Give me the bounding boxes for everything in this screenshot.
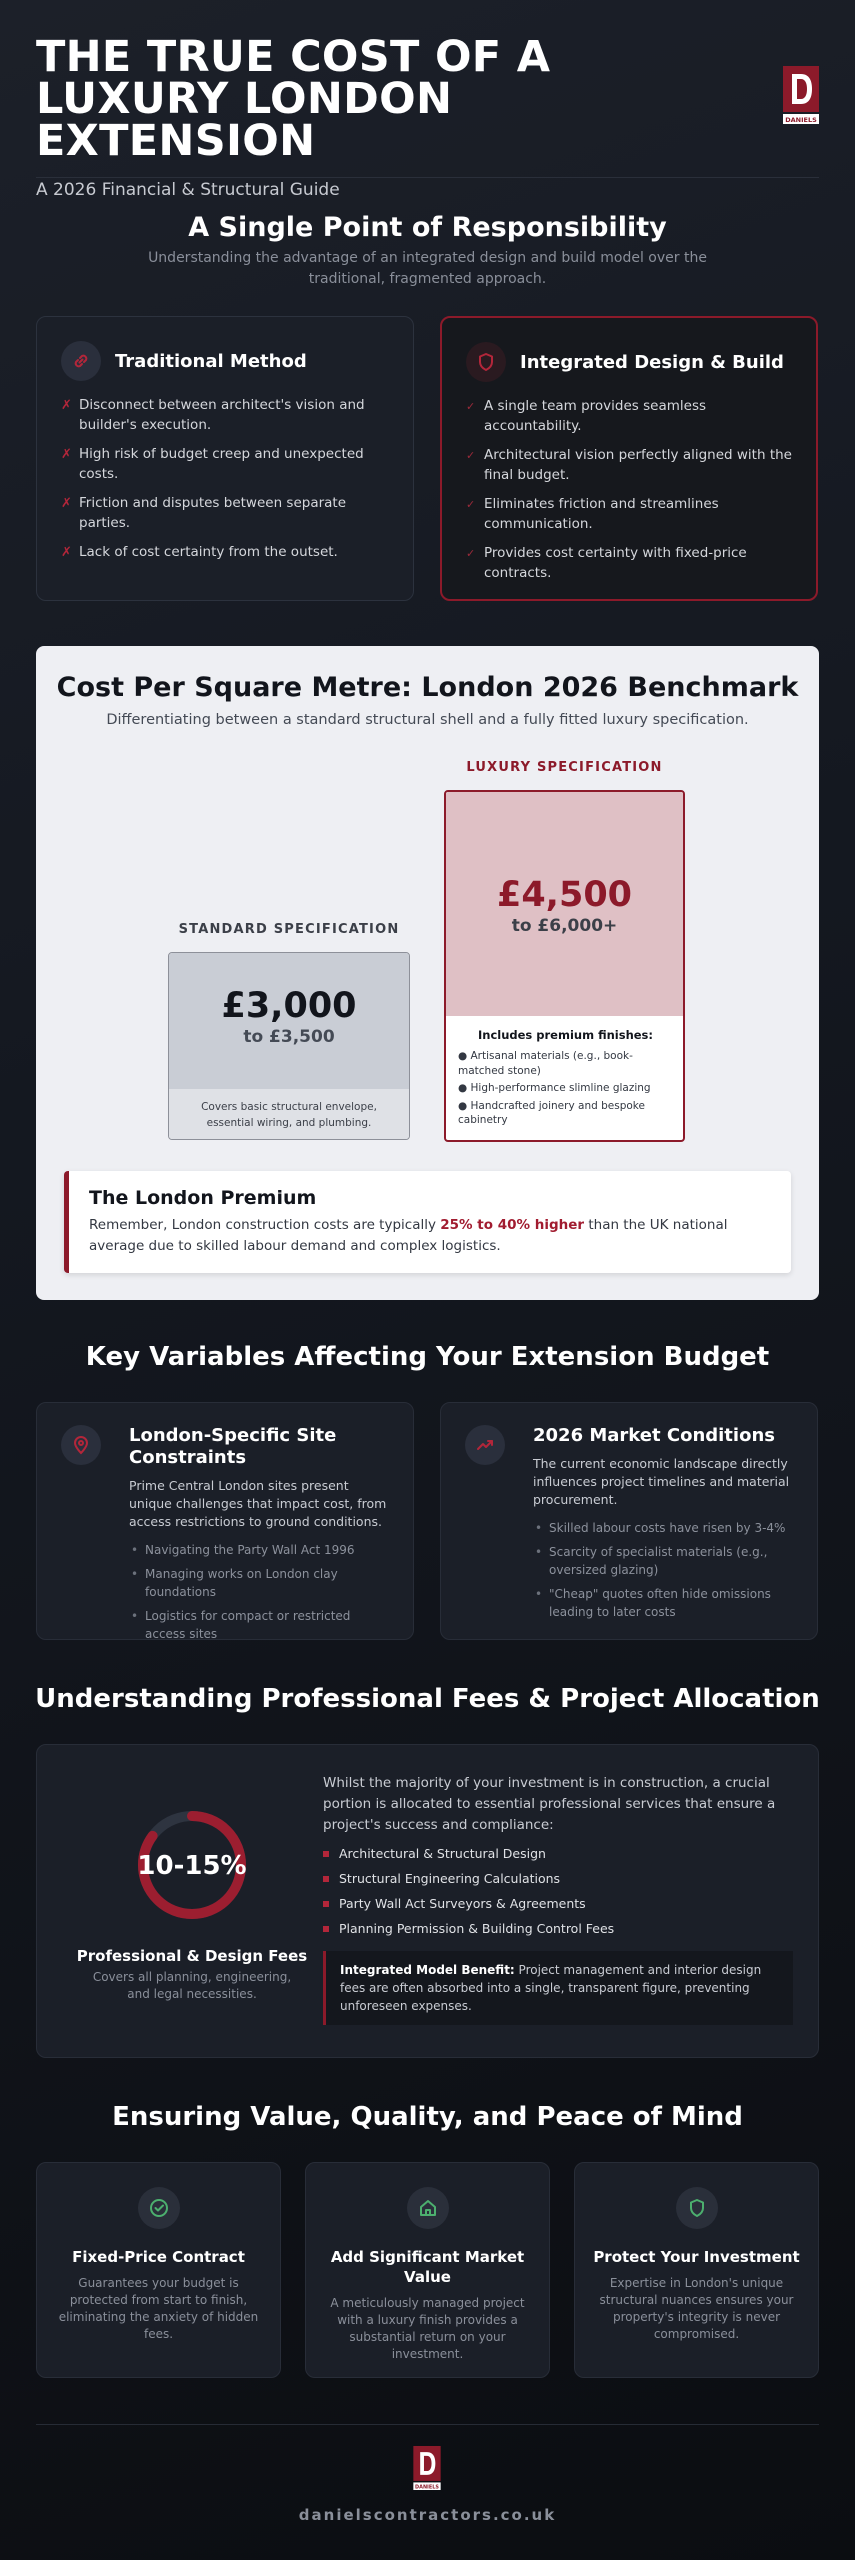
cross-icon: ✗ bbox=[61, 398, 72, 413]
daniels-logo bbox=[783, 66, 819, 124]
list-item: • Managing works on London clay foundations bbox=[129, 1565, 389, 1601]
market-conditions-title: 2026 Market Conditions bbox=[533, 1425, 775, 1446]
market-conditions-desc: The current economic landscape directly influences project timelines and material procurement. bbox=[533, 1456, 790, 1507]
luxury-spec-box bbox=[444, 790, 685, 1142]
svg-text:DANIELS: DANIELS bbox=[415, 2484, 439, 2490]
integrated-benefit-callout: Integrated Model Benefit: Project management and interior design fees are often absorbed into a single, transparent figure, preventing unforeseen expenses. bbox=[323, 1951, 793, 2025]
integrated-design-card bbox=[440, 316, 818, 601]
shield-icon bbox=[676, 2187, 718, 2229]
value-card-title: Fixed-Price Contract bbox=[72, 2248, 245, 2266]
fees-panel bbox=[36, 1744, 819, 2058]
luxury-spec-label: LUXURY SPECIFICATION bbox=[466, 760, 663, 775]
location-pin-icon bbox=[61, 1425, 101, 1465]
integrated-design-title: Integrated Design & Build bbox=[520, 351, 784, 373]
standard-spec-box bbox=[168, 952, 410, 1140]
site-constraints-desc: Prime Central London sites present unique challenges that impact cost, from access restrictions to ground conditions. bbox=[129, 1478, 387, 1529]
protect-investment-card bbox=[574, 2162, 819, 2378]
header bbox=[36, 32, 819, 200]
list-item: ✓ Provides cost certainty with fixed-price contracts. bbox=[466, 545, 747, 581]
benchmark-title: Cost Per Square Metre: London 2026 Benchmark bbox=[56, 672, 799, 703]
list-item: ✓ A single team provides seamless accountability. bbox=[466, 398, 707, 434]
footer-url[interactable]: danielscontractors.co.uk bbox=[298, 2506, 557, 2524]
fees-donut bbox=[67, 1805, 317, 2003]
list-item: ● High-performance slimline glazing bbox=[458, 1082, 651, 1094]
london-premium-text: Remember, London construction costs are typically 25% to 40% higher than the UK national average due to skilled labour demand and complex logistics. bbox=[89, 1217, 728, 1254]
site-constraints-title: London-Specific Site Constraints bbox=[129, 1425, 337, 1468]
luxury-price: £4,500 bbox=[496, 875, 633, 915]
list-item: Structural Engineering Calculations bbox=[323, 1871, 793, 1887]
standard-spec-label: STANDARD SPECIFICATION bbox=[178, 922, 400, 937]
value-card-title: Add Significant Market Value bbox=[330, 2248, 525, 2286]
standard-price-range: to £3,500 bbox=[243, 1027, 335, 1047]
traditional-list bbox=[61, 395, 389, 563]
check-circle-icon bbox=[138, 2187, 180, 2229]
list-item: ✗ Friction and disputes between separate parties. bbox=[61, 495, 347, 531]
value-card-desc: Expertise in London's unique structural nuances ensures your property's integrity is never compromised. bbox=[599, 2276, 794, 2341]
donut-chart bbox=[67, 1805, 317, 1925]
luxury-includes-title: Includes premium finishes: bbox=[477, 1028, 654, 1042]
list-item: • Skilled labour costs have risen by 3-4% bbox=[533, 1519, 793, 1537]
fees-title: Understanding Professional Fees & Project Allocation bbox=[35, 1684, 820, 1714]
market-value-card bbox=[305, 2162, 550, 2378]
home-icon bbox=[407, 2187, 449, 2229]
variables-title: Key Variables Affecting Your Extension Budget bbox=[85, 1342, 770, 1372]
list-item: Party Wall Act Surveyors & Agreements bbox=[323, 1896, 793, 1912]
standard-price: £3,000 bbox=[221, 986, 357, 1026]
value-card-desc: Guarantees your budget is protected from start to finish, eliminating the anxiety of hidden fees. bbox=[58, 2276, 259, 2341]
integrated-list bbox=[466, 396, 792, 583]
benchmark-panel bbox=[36, 646, 819, 1300]
page-title: THE TRUE COST OF A LUXURY LONDON EXTENSION bbox=[36, 32, 551, 166]
check-icon: ✓ bbox=[466, 547, 476, 560]
london-premium-title: The London Premium bbox=[89, 1187, 317, 1209]
svg-text:DANIELS: DANIELS bbox=[785, 116, 817, 124]
page-subtitle: A 2026 Financial & Structural Guide bbox=[36, 180, 340, 200]
cross-icon: ✗ bbox=[61, 447, 72, 462]
list-item: ✗ Disconnect between architect's vision and builder's execution. bbox=[61, 397, 365, 433]
responsibility-title: A Single Point of Responsibility bbox=[188, 212, 667, 243]
list-item: ✗ High risk of budget creep and unexpected costs. bbox=[61, 446, 364, 482]
list-item: ✓ Architectural vision perfectly aligned with the final budget. bbox=[466, 447, 792, 483]
cross-icon: ✗ bbox=[61, 545, 72, 560]
donut-subtitle: Covers all planning, engineering, and legal necessities. bbox=[92, 1970, 292, 2001]
luxury-price-range: to £6,000+ bbox=[511, 916, 618, 936]
market-conditions-card bbox=[440, 1402, 818, 1640]
fees-intro: Whilst the majority of your investment is in construction, a crucial portion is allocated to essential professional services that ensure a project's success and compliance: bbox=[323, 1775, 776, 1833]
value-title: Ensuring Value, Quality, and Peace of Mind bbox=[112, 2102, 743, 2132]
london-premium-callout bbox=[64, 1171, 791, 1273]
shield-icon bbox=[466, 342, 506, 382]
donut-title: Professional & Design Fees bbox=[76, 1947, 308, 1965]
list-item: Architectural & Structural Design bbox=[323, 1846, 793, 1862]
check-icon: ✓ bbox=[466, 449, 476, 462]
list-item: ✓ Eliminates friction and streamlines communication. bbox=[466, 496, 719, 532]
list-item: • Navigating the Party Wall Act 1996 bbox=[129, 1541, 389, 1559]
benchmark-subtitle: Differentiating between a standard structural shell and a fully fitted luxury specification. bbox=[106, 712, 749, 728]
list-item: ● Artisanal materials (e.g., book-matched stone) bbox=[458, 1050, 633, 1077]
traditional-method-title: Traditional Method bbox=[115, 350, 307, 372]
list-item: • "Cheap" quotes often hide omissions leading to later costs bbox=[533, 1585, 793, 1621]
list-item: ● Handcrafted joinery and bespoke cabinetry bbox=[458, 1099, 645, 1126]
check-icon: ✓ bbox=[466, 400, 476, 413]
check-icon: ✓ bbox=[466, 498, 476, 511]
cross-icon: ✗ bbox=[61, 496, 72, 511]
trending-up-icon bbox=[465, 1425, 505, 1465]
value-card-desc: A meticulously managed project with a luxury finish provides a substantial return on your investment. bbox=[330, 2296, 525, 2361]
list-item: Planning Permission & Building Control Fees bbox=[323, 1921, 793, 1937]
daniels-logo bbox=[413, 2446, 441, 2490]
list-item: • Logistics for compact or restricted access sites bbox=[129, 1607, 389, 1643]
traditional-method-card bbox=[36, 316, 414, 601]
list-item: ✗ Lack of cost certainty from the outset. bbox=[61, 542, 389, 563]
responsibility-subtitle: Understanding the advantage of an integrated design and build model over the traditional, fragmented approach. bbox=[148, 250, 707, 287]
broken-link-icon bbox=[61, 341, 101, 381]
fixed-price-card bbox=[36, 2162, 281, 2378]
standard-note: Covers basic structural envelope, essential wiring, and plumbing. bbox=[169, 1089, 409, 1140]
footer-divider bbox=[36, 2424, 819, 2425]
value-card-title: Protect Your Investment bbox=[593, 2248, 800, 2266]
donut-label: 10-15% bbox=[137, 1851, 247, 1881]
list-item: • Scarcity of specialist materials (e.g., oversized glazing) bbox=[533, 1543, 793, 1579]
site-constraints-card bbox=[36, 1402, 414, 1640]
